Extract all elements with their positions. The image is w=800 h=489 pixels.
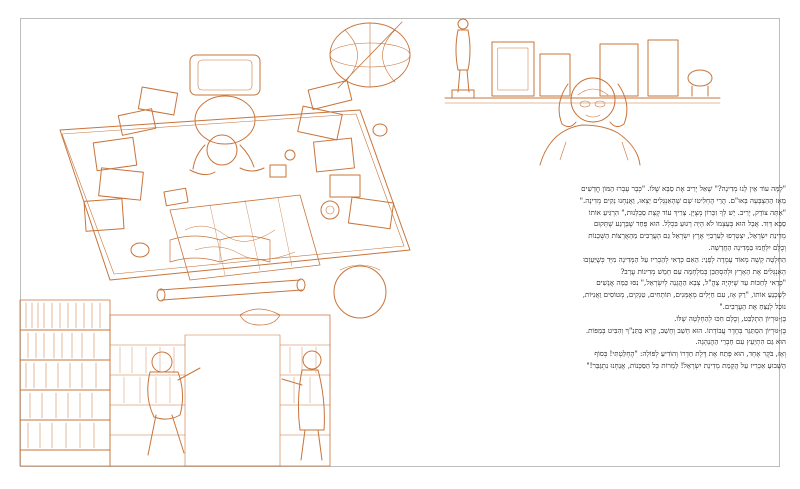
story-text — [432, 183, 786, 372]
desk-scene-illustration — [60, 22, 410, 325]
text-line: בֶּן-גּוּרְיוֹן הִתְלַבֵּט, וְכֻלָּם חִכּוּ לְהַחְלָטָה שֶׁלּוֹ. — [674, 313, 786, 323]
library-scene-illustration — [20, 300, 330, 466]
text-line: מֵאָז הַהַצְבָּעָה בָּאוּ"ם. הֲרֵי הֶחְלִיטוּ שָׁם שֶׁהָאַנְגְּלִים יֵצְאוּ, וַאֲנַחְנוּ נָקִים מְדִינָה." — [579, 195, 786, 205]
text-line: וְאָז, בֹּקֶר אֶחָד, הוּא פָּתַח אֶת דֶּלֶת חַדְרוֹ וְהוֹדִיעַ לְפּוֹלָה: "הֶחְלַטְתִּי! בְּסוֹף — [594, 349, 786, 359]
text-line: וְכֻלָּם יִלָּחֲמוּ בַּמְּדִינָה הַחֲדָשָׁה. — [708, 242, 786, 252]
text-line: "כְּדַאי לְחַכּוֹת עַד שֶׁיִּהְיֶה צָהֳ"ל, צְבָא הַהֲגָנָה לְיִשְׂרָאֵל," נִסּוּ כַּמָּה אֲנָשִׁים — [596, 278, 786, 288]
text-line: הַשָּׁבוּעַ אַכְרִיז עַל הֲקָמַת מְדִינַת יִשְׂרָאֵל! לַמְרוֹת כָּל הַסַּכָּנוֹת, אֲנַחְנוּ נִתְגַּבֵּר!" — [586, 360, 786, 370]
text-line: "לָמָּה עוֹד אֵין לָנוּ מְדִינָה?" שָׁאַל יָרִיב אֶת סַבָּא שֶׁלּוֹ. "כְּבָר עָבְרוּ הַמּוֹן חֳדָשִׁים — [581, 184, 786, 193]
text-line: הַחְלָטָה קָשָׁה מְאוֹד עָמְדָה לְפָנַי: הַאִם כְּדַאי לְהַכְרִיז עַל הַמְּדִינָה מִיָּד כְּשֶׁיַּעַזְבוּ — [583, 254, 786, 264]
text-line: לְשַׁכְנֵעַ אוֹתוֹ, "רַק אָז, עִם חַיָּלִים מְאֻמָּנִים, תּוֹתָחִים, טַנְקִים, מְטוֹסִים וַאֲנִיּוֹת, — [582, 290, 786, 300]
text-line: "אַתָּה צוֹדֵק, יָרִיב. יֵשׁ לְךָ זִכָּרוֹן מְצֻיָּן. צָרִיךְ עוֹד קְצָת סַבְלָנוּת," הִרְגִּיעַ אוֹתוֹ — [588, 207, 786, 217]
text-line: סַבָּא דָּוִד. אֲבָל הוּא בְּעַצְמוֹ לֹא הָיָה רָגוּעַ בִּכְלָל. הוּא פָּחַד שֶׁבָּרֶגַע שֶׁתָּקוּם — [593, 219, 786, 229]
text-line: מְדִינַת יִשְׂרָאֵל, יִצְטָרְפוּ לְעַרְבִיֵי אֶרֶץ יִשְׂרָאֵל גַּם הָעֲרָבִים מֵהָאֲרָצוֹת הַשְּׁכֵנוֹת — [588, 231, 786, 241]
portrait-scene-illustration — [445, 19, 720, 165]
text-line: נוּכַל לְנַצֵּחַ אֶת הָעֲרָבִים." — [719, 301, 786, 311]
text-line: הוּא גַּם הִתְיָעֵץ עִם חַבְרֵי הַהֲנָהָגָה. — [695, 337, 786, 347]
text-line: הָאַנְגְּלִים אֶת הָאָרֶץ וּלְהִסְתַּכֵּן בְּמִלְחָמָה עִם חָמֵשׁ מְדִינוֹת עֲרָב? — [620, 266, 786, 276]
text-line: בֶּן-גּוּרְיוֹן הִסְתַּגֵּר בְּחֶדֶר עֲבוֹדָתוֹ. הוּא חָשַׁב וְחָשַׁב, קָרָא בַּתַּנַ"ךְ וְהִבִּיט בְּמַפּוֹת. — [585, 325, 786, 335]
